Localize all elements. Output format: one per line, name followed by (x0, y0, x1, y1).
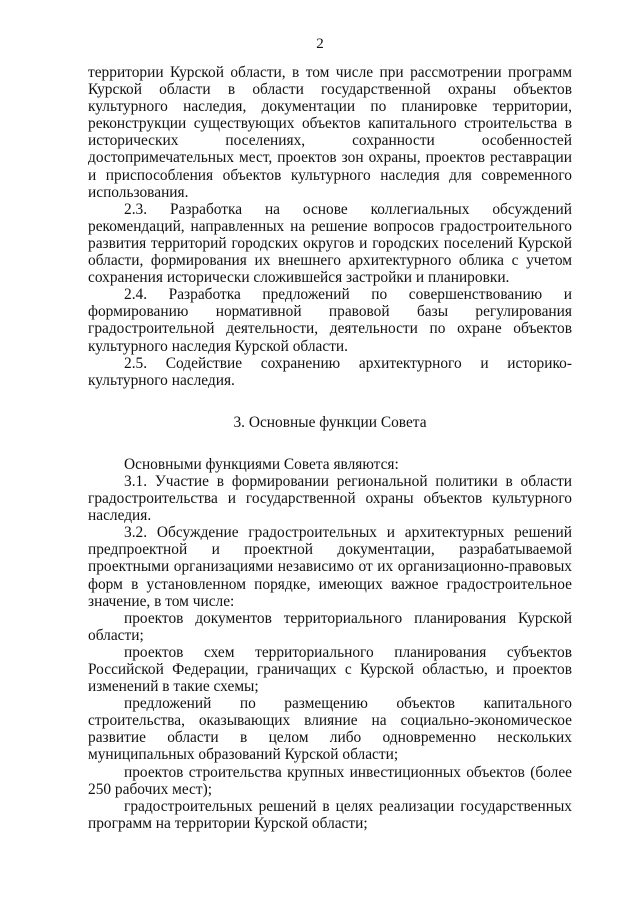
paragraph-functions-intro: Основными функциями Совета являются: (124, 455, 399, 473)
spacer (88, 431, 572, 456)
paragraph-continuation: территории Курской области, в том числе при рассмотрении программ Курской области в области государственной охраны объектов культурного наследия, документации по планировке территории, реконструкции существующих объектов капитального строительства в исторических поселениях, сохранности особенностей достопримечательных мест, проектов зон охраны, проектов реставрации и приспособления объектов культурного наследия для современного использования. (88, 64, 572, 201)
paragraph-3-1: 3.1. Участие в формировании региональной политики в области градостроительства и государственной охраны объектов культурного наследия. (88, 472, 572, 525)
list-item: предложений по размещению объектов капитального строительства, оказывающих влияние на социально-экономическое развитие области в целом либо одновременно нескольких муниципальных образований Курской области; (88, 695, 572, 764)
paragraph-2-5: 2.5. Содействие сохранению архитектурного и историко-культурного наследия. (88, 354, 572, 389)
list-item: градостроительных решений в целях реализации государственных программ на территории Курской области; (88, 797, 572, 832)
document-body (88, 64, 572, 832)
section-heading: 3. Основные функции Совета (233, 413, 427, 431)
list-item: проектов схем территориального планирования субъектов Российской Федерации, граничащих с Курской областью, и проектов изменений в такие схемы; (88, 643, 572, 696)
paragraph-3-2: 3.2. Обсуждение градостроительных и архитектурных решений предпроектной и проектной документации, разрабатываемой проектными организациями независимо от их организационно-правовых форм в установленном порядке, имеющих важное градостроительное значение, в том числе: (88, 524, 572, 610)
list-item: проектов строительства крупных инвестиционных объектов (более 250 рабочих мест); (88, 763, 572, 798)
list-item: проектов документов территориального планирования Курской области; (88, 609, 572, 644)
spacer (88, 389, 572, 414)
paragraph-2-4: 2.4. Разработка предложений по совершенствованию и формированию нормативной правовой базы регулирования градостроительной деятельности, деятельности по охране объектов культурного наследия Курской области. (88, 286, 572, 355)
page-number: 2 (316, 36, 324, 52)
paragraph-2-3: 2.3. Разработка на основе коллегиальных обсуждений рекомендаций, направленных на решение вопросов градостроительного развития территорий городских округов и городских поселений Курской области, формирования их внешнего архитектурного облика с учетом сохранения исторически сложившейся застройки и планировки. (88, 200, 572, 287)
